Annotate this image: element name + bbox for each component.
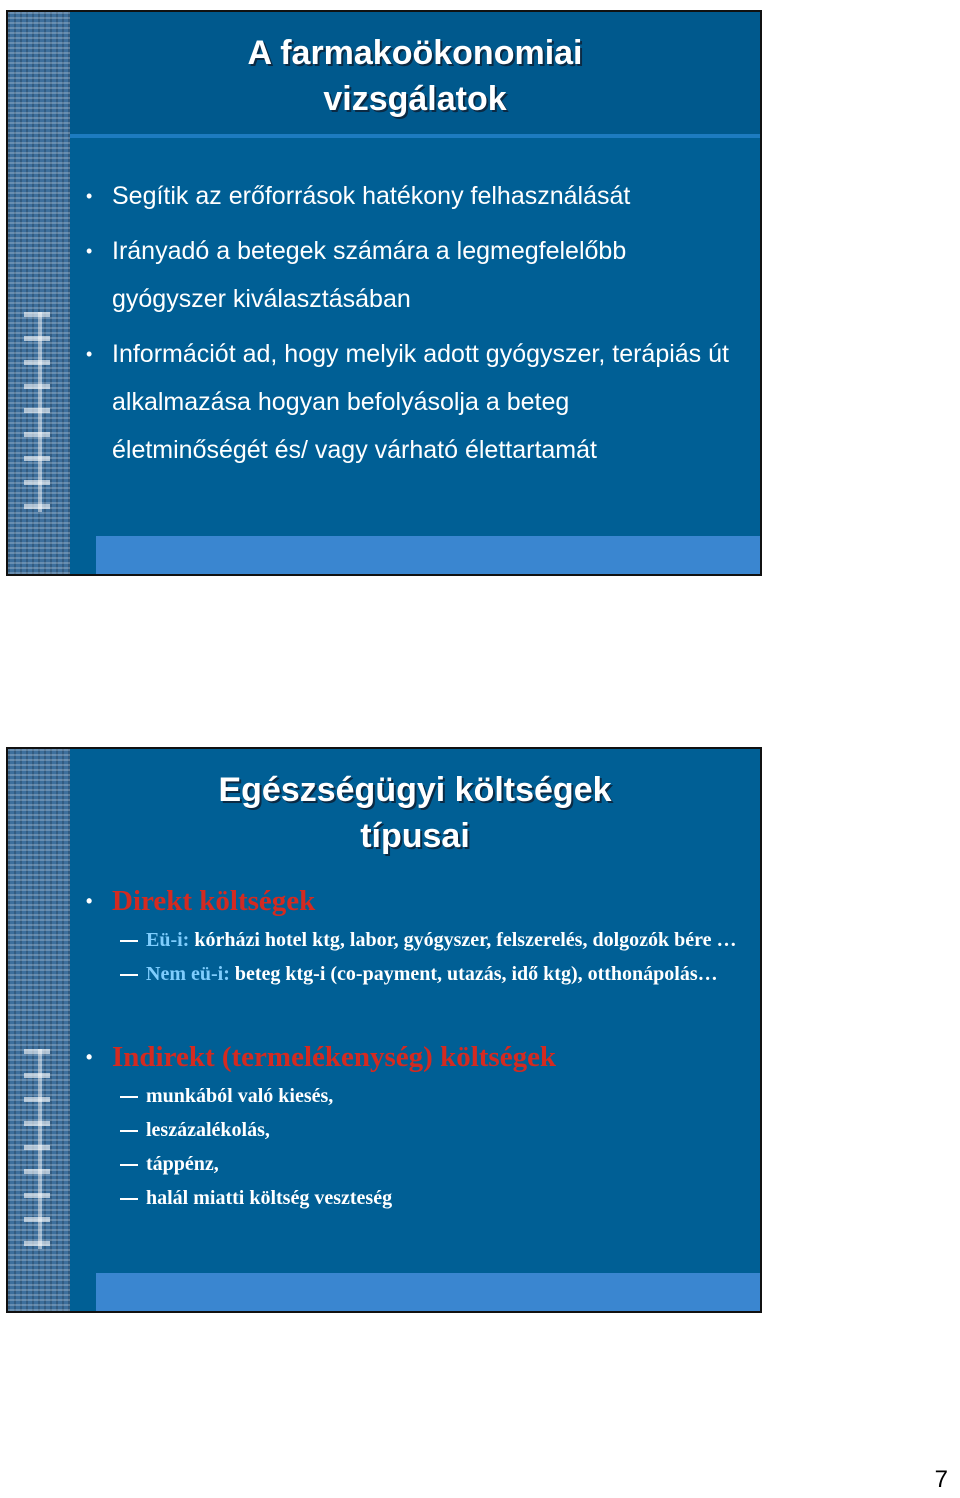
- sub-item: Nem eü-i: beteg ktg-i (co-payment, utazás, idő ktg), otthonápolás…: [86, 959, 740, 989]
- cost-type-list: [86, 881, 740, 1217]
- decorative-side-strip: [8, 749, 70, 1311]
- sub-item: Eü-i: kórházi hotel ktg, labor, gyógyszer, felszerelés, dolgozók bére …: [86, 925, 740, 955]
- slide-egeszsegugyi-koltsegek: [6, 747, 762, 1313]
- slide-title: A farmakoökonomiai vizsgálatok: [247, 34, 583, 118]
- decorative-side-strip: [8, 12, 70, 574]
- sub-item: munkából való kiesés,: [86, 1081, 740, 1111]
- bullet-list: [86, 172, 730, 481]
- page-number: 7: [934, 1466, 948, 1493]
- footer-bar: [96, 1273, 760, 1311]
- bullet-item: • Segítik az erőforrások hatékony felhasználását: [86, 172, 730, 220]
- indirect-costs-heading: • Indirekt (termelékenység) költségek: [86, 1037, 740, 1077]
- footer-bar: [96, 536, 760, 574]
- sub-item: halál miatti költség veszteség: [86, 1183, 740, 1213]
- bullet-item: • Információt ad, hogy melyik adott gyógyszer, terápiás út alkalmazása hogyan befolyásolja a beteg életminőségét és/ vagy várható élettartamát: [86, 330, 730, 474]
- bullet-item: • Irányadó a betegek számára a legmegfelelőbb gyógyszer kiválasztásában: [86, 227, 730, 323]
- slide-title: Egészségügyi költségek típusai: [218, 771, 612, 855]
- slide-farmakookonomiai: [6, 10, 762, 576]
- sub-item: táppénz,: [86, 1149, 740, 1179]
- direct-costs-heading: • Direkt költségek: [86, 881, 740, 921]
- sub-item: leszázalékolás,: [86, 1115, 740, 1145]
